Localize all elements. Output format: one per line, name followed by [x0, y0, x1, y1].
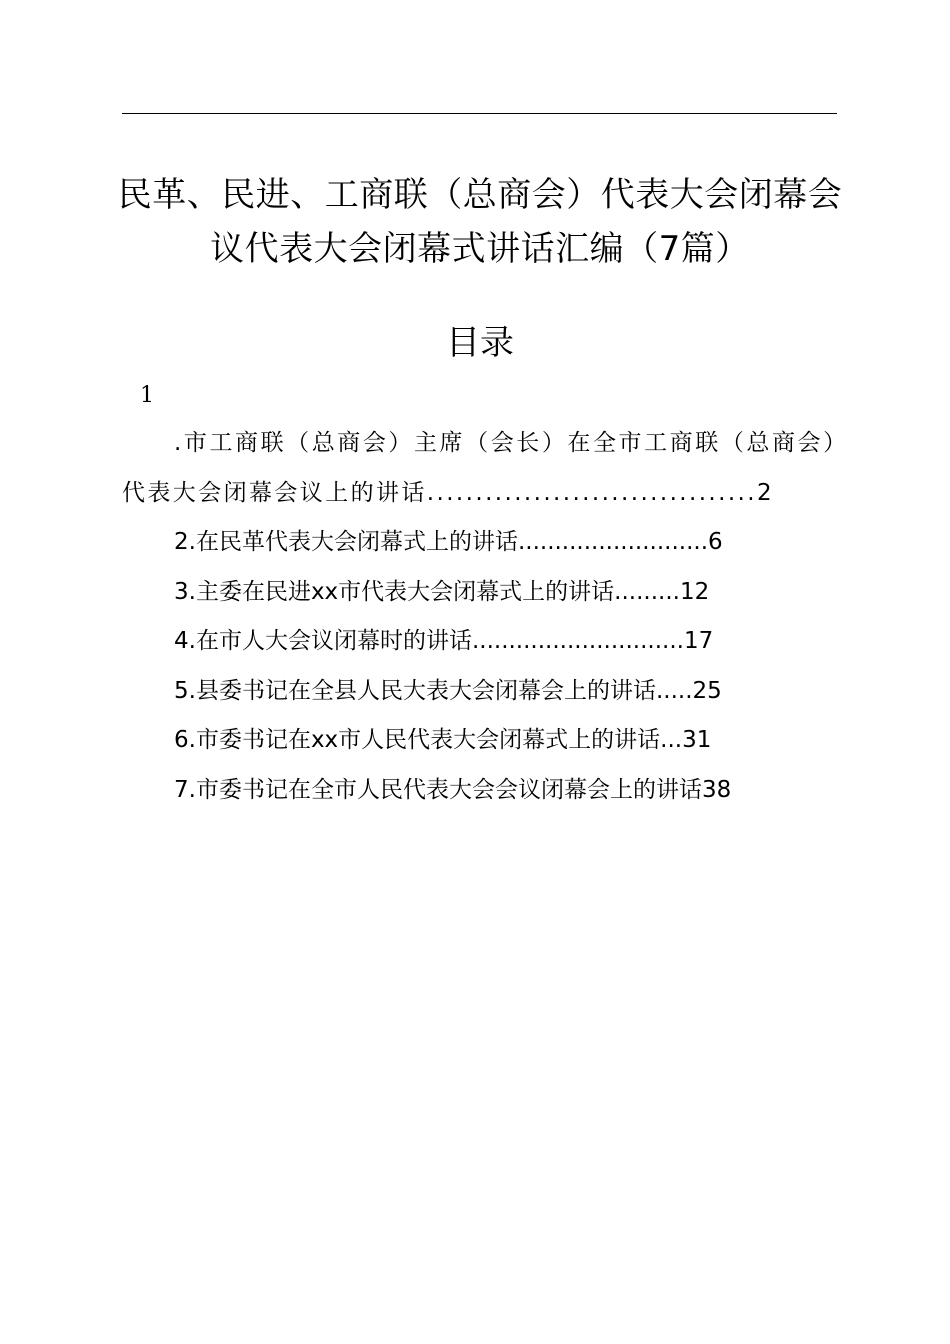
- page-number: 1: [140, 383, 154, 408]
- toc-entry-5[interactable]: 5.县委书记在全县人民大表大会闭幕会上的讲话.....25: [174, 677, 722, 704]
- toc-heading: 目录: [446, 323, 514, 363]
- toc-entry-6[interactable]: 6.市委书记在xx市人民代表大会闭幕式上的讲话...31: [174, 727, 712, 753]
- toc-entry-1[interactable]: .市工商联（总商会）主席（会长）在全市工商联（总商会）代表大会闭幕会议上的讲话..................................2: [122, 430, 837, 506]
- toc-entry-7[interactable]: 7.市委书记在全市人民代表大会会议闭幕会上的讲话38: [174, 776, 732, 803]
- toc-entry-4[interactable]: 4.在市人大会议闭幕时的讲话.............................17: [174, 628, 714, 654]
- toc-entry-2[interactable]: 2.在民革代表大会闭幕式上的讲话..........................6: [174, 529, 723, 555]
- header-rule: [122, 113, 837, 114]
- document-title: 民革、民进、工商联（总商会）代表大会闭幕会议代表大会闭幕式讲话汇编（7篇）: [117, 175, 843, 269]
- toc-list: [122, 419, 837, 815]
- toc-entry-3[interactable]: 3.主委在民进xx市代表大会闭幕式上的讲话.........12: [174, 578, 710, 605]
